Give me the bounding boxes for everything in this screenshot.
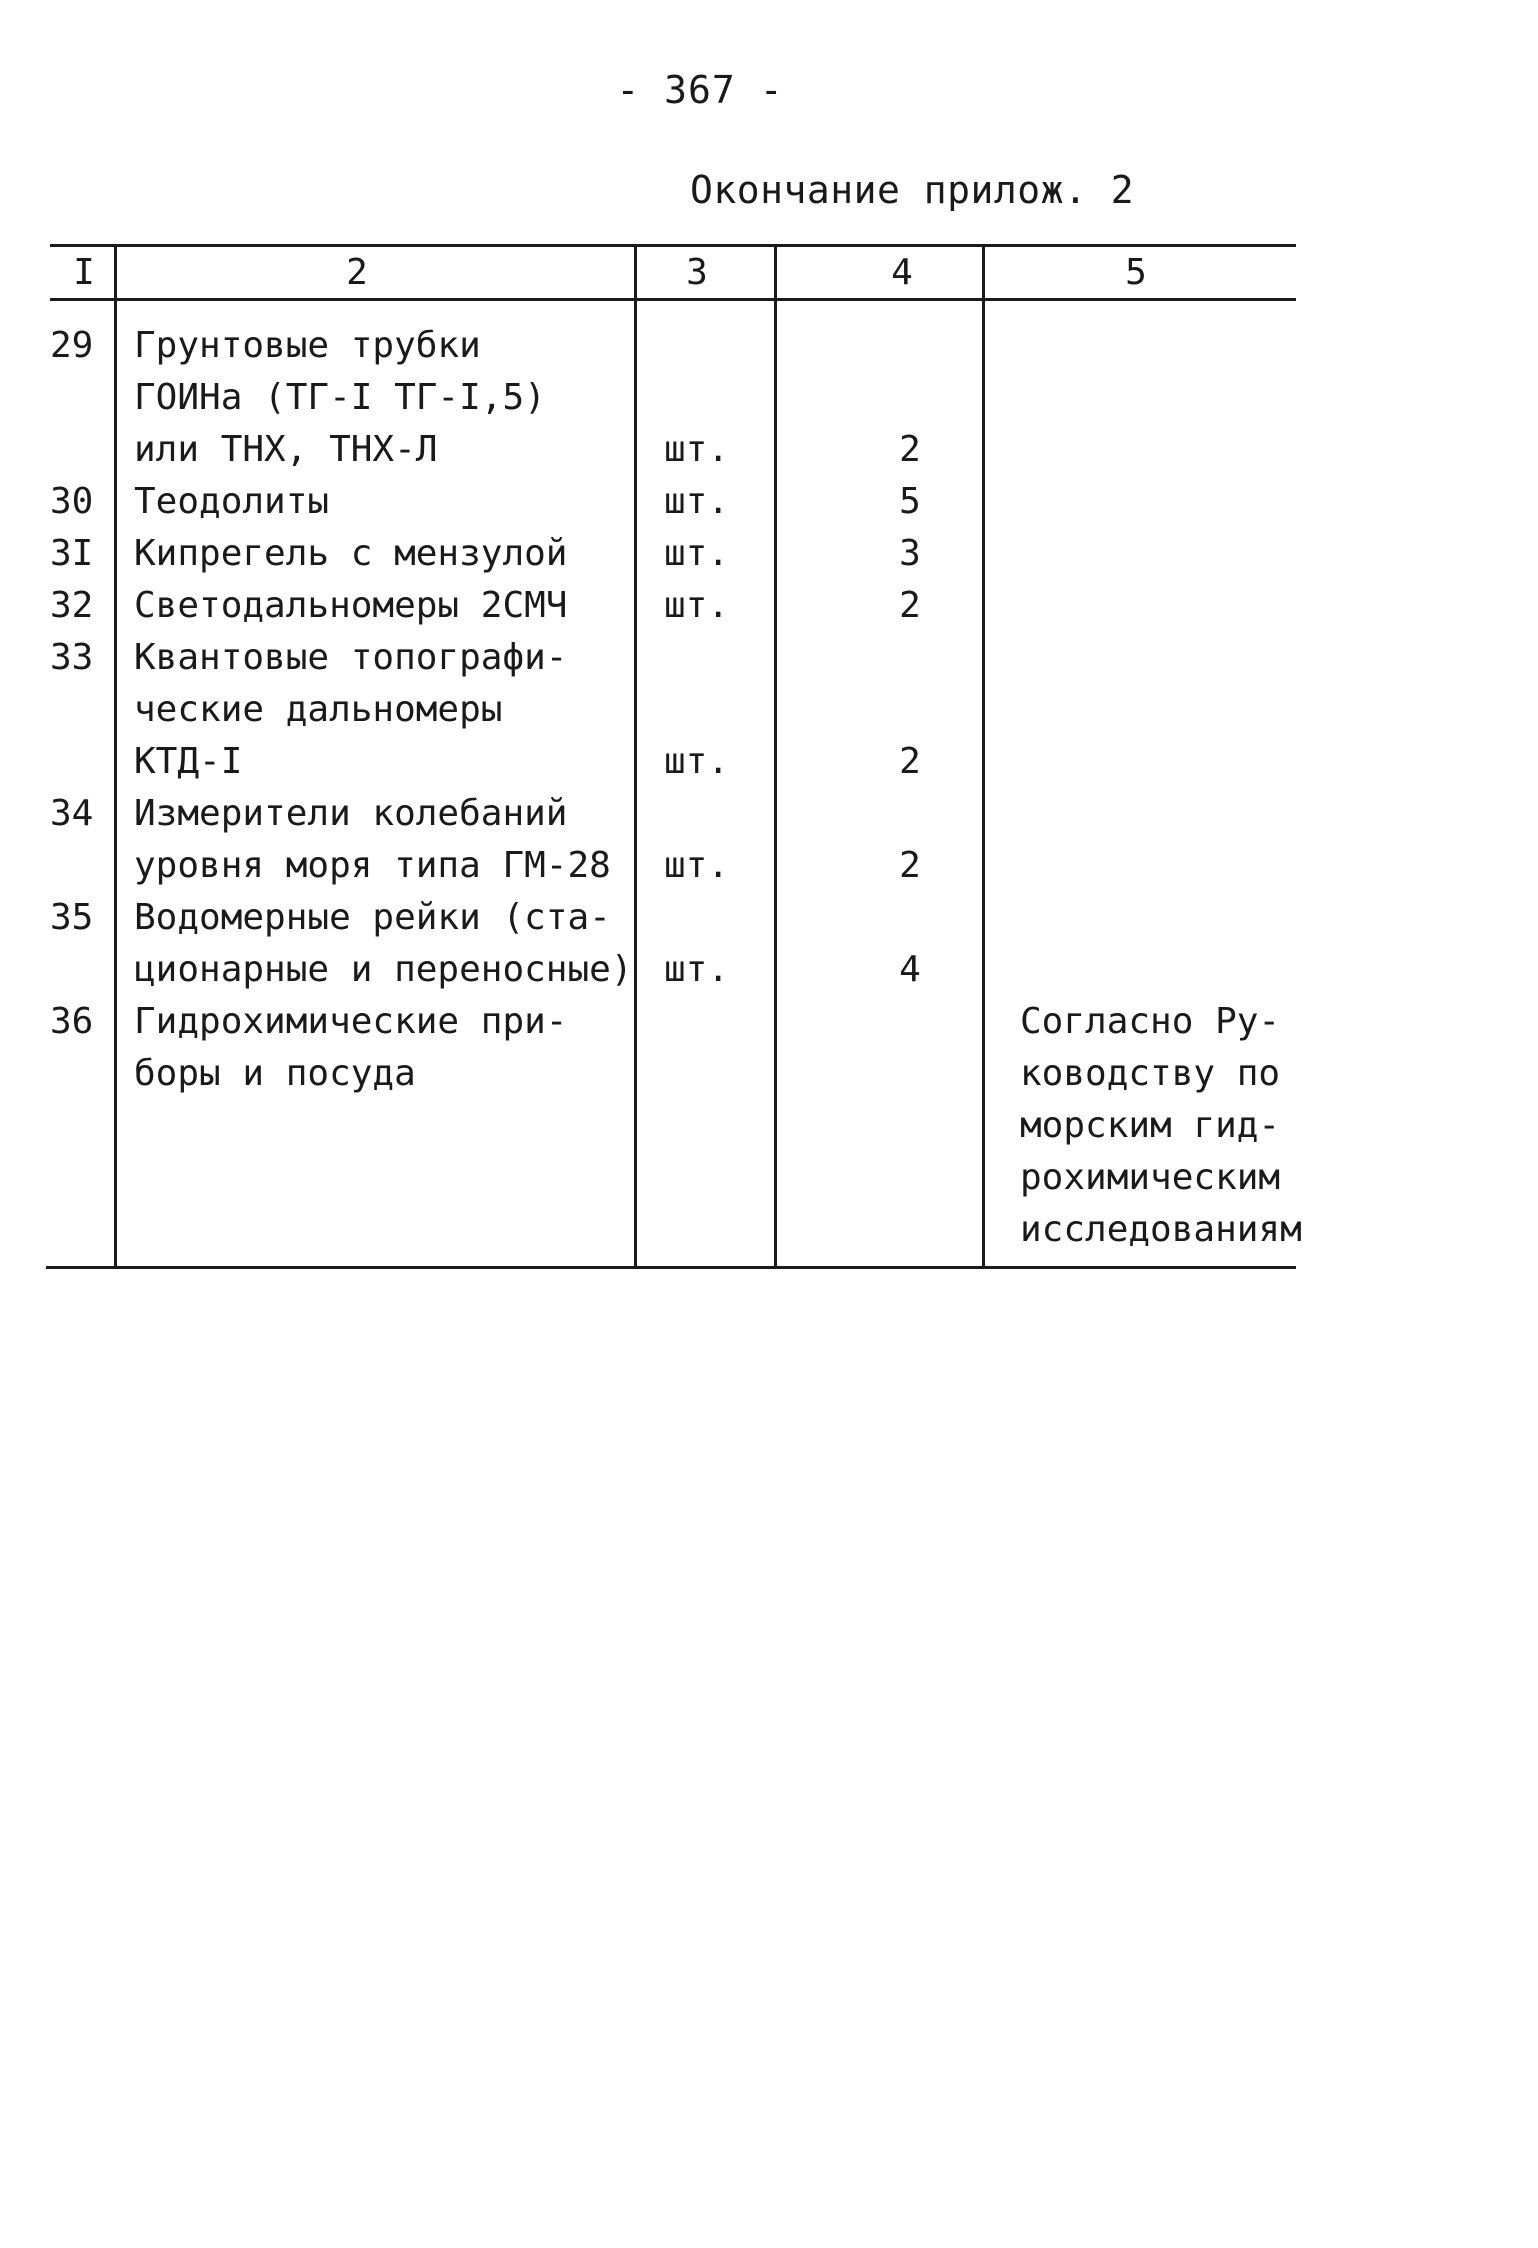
row-number: 33 bbox=[50, 637, 94, 678]
item-unit: шт. bbox=[664, 585, 730, 626]
row-number: 34 bbox=[50, 793, 94, 834]
item-name-line: Грунтовые трубки bbox=[134, 325, 481, 366]
column-divider-2 bbox=[634, 244, 637, 1268]
column-divider-3 bbox=[774, 244, 777, 1268]
item-quantity: 2 bbox=[899, 741, 921, 782]
row-number: 30 bbox=[50, 481, 94, 522]
item-quantity: 2 bbox=[899, 585, 921, 626]
table-bottom-rule bbox=[46, 1266, 1296, 1269]
column-divider-1 bbox=[114, 244, 117, 1268]
row-number: 29 bbox=[50, 325, 94, 366]
item-name-line: ционарные и переносные) bbox=[134, 949, 633, 990]
item-name-line: боры и посуда bbox=[134, 1053, 416, 1094]
row-number: 3I bbox=[50, 533, 94, 574]
item-quantity: 3 bbox=[899, 533, 921, 574]
item-name-line: ГОИНа (ТГ-I ТГ-I,5) bbox=[134, 377, 546, 418]
header-col-2: 2 bbox=[346, 252, 368, 293]
item-note-line: морским гид- bbox=[1020, 1105, 1281, 1146]
item-name-line: Кипрегель с мензулой bbox=[134, 533, 568, 574]
table-header-rule bbox=[50, 298, 1296, 301]
item-quantity: 4 bbox=[899, 949, 921, 990]
row-number: 35 bbox=[50, 897, 94, 938]
item-unit: шт. bbox=[664, 741, 730, 782]
page-number: - 367 - bbox=[616, 68, 784, 112]
item-note-line: исследованиям bbox=[1020, 1209, 1302, 1250]
header-col-1: I bbox=[73, 252, 95, 293]
item-note-line: ководству по bbox=[1020, 1053, 1281, 1094]
item-note-line: рохимическим bbox=[1020, 1157, 1281, 1198]
header-col-3: 3 bbox=[686, 252, 708, 293]
item-quantity: 2 bbox=[899, 429, 921, 470]
item-name-line: Измерители колебаний bbox=[134, 793, 568, 834]
table-top-rule bbox=[50, 244, 1296, 247]
item-name-line: Теодолиты bbox=[134, 481, 330, 522]
item-quantity: 2 bbox=[899, 845, 921, 886]
item-name-line: уровня моря типа ГМ-28 bbox=[134, 845, 611, 886]
item-name-line: или ТНХ, ТНХ-Л bbox=[134, 429, 438, 470]
table-caption: Окончание прилож. 2 bbox=[690, 168, 1135, 212]
item-name-line: КТД-I bbox=[134, 741, 243, 782]
item-unit: шт. bbox=[664, 949, 730, 990]
row-number: 36 bbox=[50, 1001, 94, 1042]
item-note-line: Согласно Ру- bbox=[1020, 1001, 1281, 1042]
row-number: 32 bbox=[50, 585, 94, 626]
item-unit: шт. bbox=[664, 481, 730, 522]
item-unit: шт. bbox=[664, 533, 730, 574]
item-unit: шт. bbox=[664, 429, 730, 470]
header-col-4: 4 bbox=[891, 252, 913, 293]
column-divider-4 bbox=[982, 244, 985, 1268]
item-unit: шт. bbox=[664, 845, 730, 886]
item-name-line: Светодальномеры 2СМЧ bbox=[134, 585, 568, 626]
item-quantity: 5 bbox=[899, 481, 921, 522]
header-col-5: 5 bbox=[1125, 252, 1147, 293]
item-name-line: Гидрохимические при- bbox=[134, 1001, 568, 1042]
item-name-line: ческие дальномеры bbox=[134, 689, 503, 730]
item-name-line: Водомерные рейки (ста- bbox=[134, 897, 611, 938]
item-name-line: Квантовые топографи- bbox=[134, 637, 568, 678]
